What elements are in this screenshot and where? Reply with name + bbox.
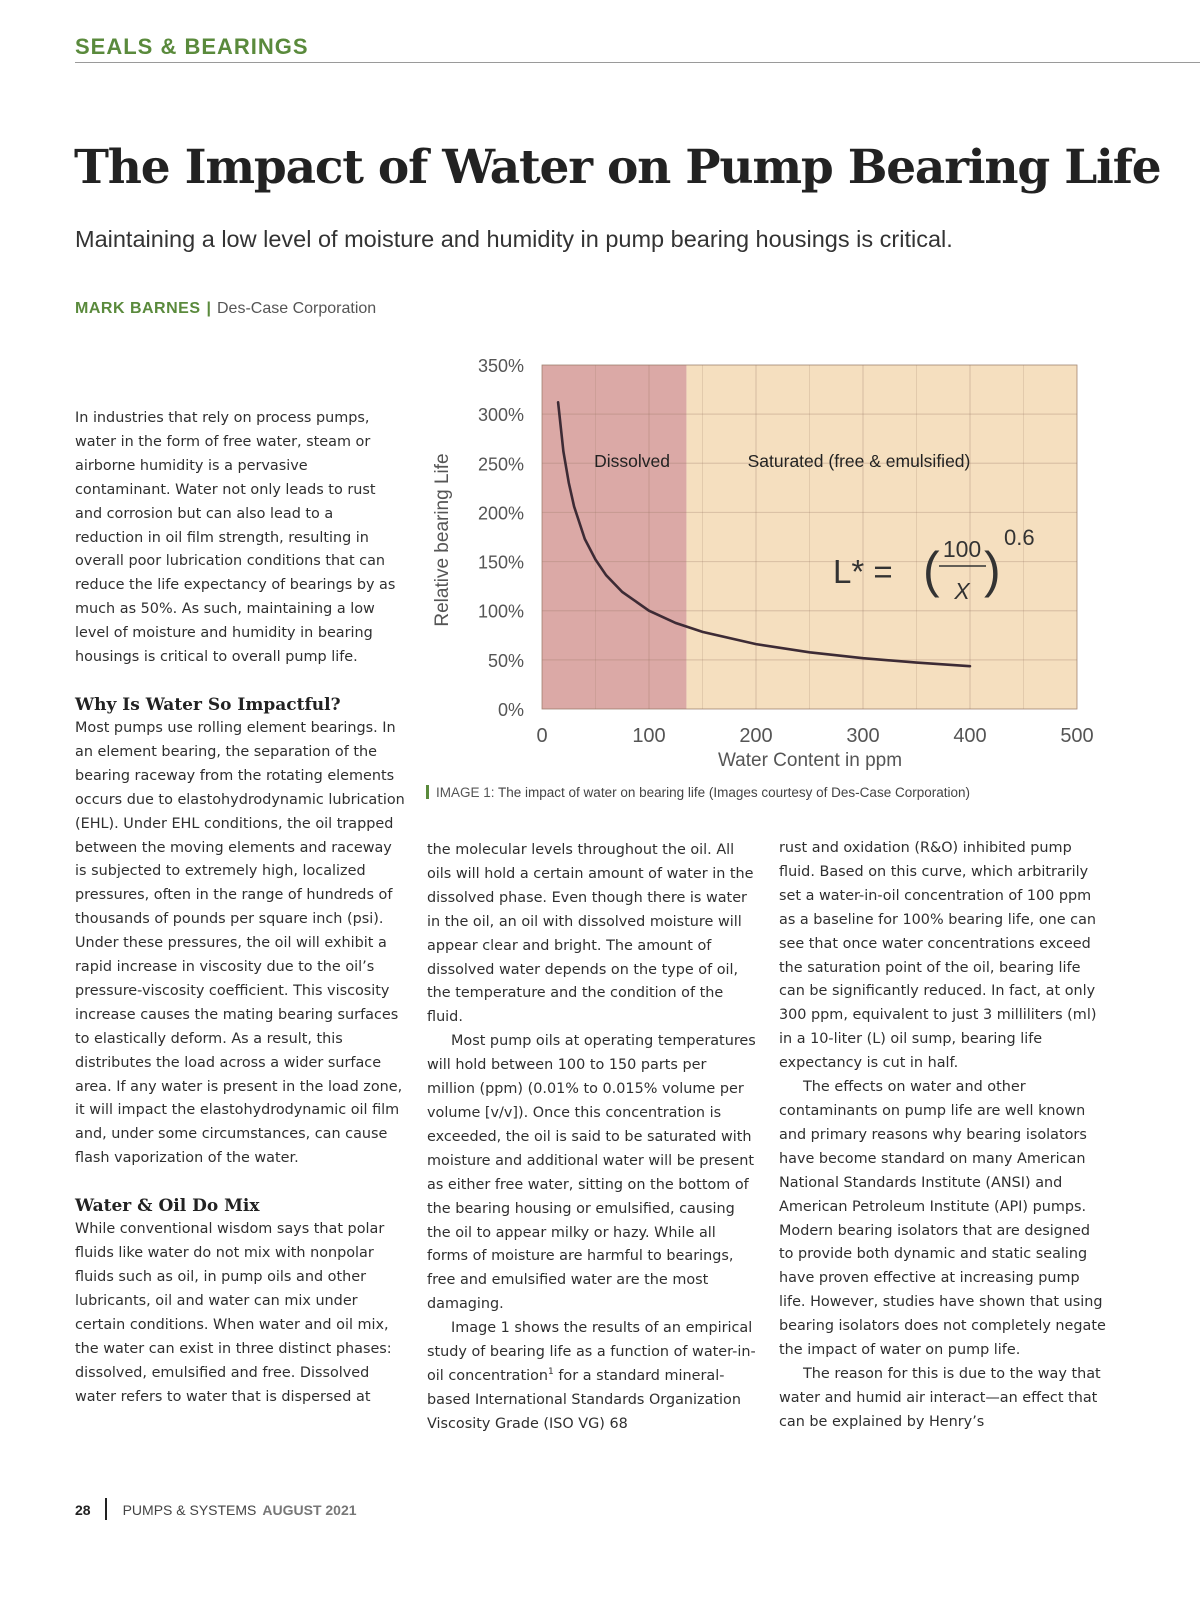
author-organization: Des-Case Corporation xyxy=(216,300,377,317)
page-number: 28 xyxy=(75,1502,91,1518)
byline-separator: | xyxy=(206,300,211,317)
chart-x-axis-label: Water Content in ppm xyxy=(717,750,903,771)
image-ref-text-a: Image 1 shows the results of an empirical study of bearing life as a function of water-in-oil concentration xyxy=(427,1320,756,1384)
chart-x-tick-label: 300 xyxy=(846,725,880,747)
paragraph-curve-baseline: rust and oxidation (R&O) inhibited pump fluid. Based on this curve, which arbitrarily set a water-in-oil concentration of 100 ppm as a baseline for 100% bearing life, one can see that once water concentrations exceed the saturation point of the oil, bearing life can be significantly reduced. In fact, at only 300 ppm, equivalent to just 3 milliliters (ml) in a 10-liter (L) oil sump, bearing life expectancy is cut in half. xyxy=(779,840,1097,1072)
bearing-life-chart xyxy=(420,345,1120,785)
region-label-saturated: Saturated (free & emulsified) xyxy=(747,451,971,471)
caption-text: The impact of water on bearing life (Images courtesy of Des-Case Corporation) xyxy=(494,785,970,800)
paragraph-water-oil: While conventional wisdom says that polar fluids like water do not mix with nonpolar fluids such as oil, in pump oils and other lubricants, oil and water can mix under certain conditions. When water and oil mix, the water can exist in three distinct phases: dissolved, emulsified and free. Dissolved water refers to water that is dispersed at xyxy=(75,1221,392,1405)
paragraph-ehl: Most pumps use rolling element bearings. In an element bearing, the separation of the bearing raceway from the rotating elements occurs due to elastohydrodynamic lubrication (EHL). Under EHL conditions, the oil trapped between the moving elements and raceway is subjected to extremely high, localized pressures, often in the range of hundreds of thousands of pounds per square inch (psi). Under these pressures, the oil will exhibit a rapid increase in viscosity due to the oil’s pressure-viscosity coefficient. This viscosity increase causes the mating bearing surfaces to elastically deform. As a result, this distributes the load across a wider surface area. If any water is present in the load zone, it will impact the elastohydrodynamic oil film and, under some circumstances, can cause flash vaporization of the water. xyxy=(75,719,405,1167)
article-subtitle: Maintaining a low level of moisture and humidity in pump bearing housings is critical. xyxy=(75,226,953,252)
caption-label: IMAGE 1: xyxy=(436,785,495,800)
heading-why-water: Why Is Water So Impactful? xyxy=(75,694,341,715)
chart-x-tick-label: 500 xyxy=(1060,725,1094,747)
body-column-1 xyxy=(75,407,405,1409)
chart-y-ticks xyxy=(478,356,524,720)
heading-water-oil-mix: Water & Oil Do Mix xyxy=(75,1196,260,1217)
formula-close-paren: ) xyxy=(984,542,1001,598)
chart-y-axis-label: Relative bearing Life xyxy=(432,453,453,627)
chart-x-ticks xyxy=(536,725,1093,747)
formula-open-paren: ( xyxy=(923,542,940,598)
chart-x-tick-label: 100 xyxy=(632,725,666,747)
paragraph-dissolved: the molecular levels throughout the oil. All oils will hold a certain amount of water in the dissolved phase. Even though there is water in the oil, an oil with dissolved moisture will appear clear and bright. The amount of dissolved water depends on the type of oil, the temperature and the condition of the fluid. xyxy=(427,842,754,1026)
formula-exponent: 0.6 xyxy=(1004,525,1035,550)
chart-y-tick-label: 300% xyxy=(477,405,524,426)
body-column-3 xyxy=(779,837,1109,1435)
chart-x-tick-label: 200 xyxy=(739,725,773,747)
publication-name: PUMPS & SYSTEMS xyxy=(122,1502,257,1518)
body-column-2 xyxy=(427,839,757,1437)
header-rule xyxy=(75,62,1200,63)
chart-y-tick-label: 50% xyxy=(487,650,524,671)
formula-numerator: 100 xyxy=(942,536,982,562)
article-title: The Impact of Water on Pump Bearing Life xyxy=(74,140,1161,195)
chart-x-tick-label: 400 xyxy=(953,725,987,747)
chart-y-tick-label: 0% xyxy=(497,700,524,720)
chart-y-tick-label: 100% xyxy=(477,601,524,622)
figure-caption xyxy=(426,785,970,800)
paragraph-isolators: The effects on water and other contaminants on pump life are well known and primary reasons why bearing isolators have become standard on many American National Standards Institute (ANSI) and American Petroleum Institute (API) pumps. Modern bearing isolators that are designed to provide both dynamic and static sealing have proven effective at increasing pump life. However, studies have shown that using bearing isolators does not completely negate the impact of water on pump life. xyxy=(779,1079,1106,1359)
caption-marker xyxy=(426,785,429,799)
footer-divider xyxy=(105,1498,107,1520)
issue-date: AUGUST 2021 xyxy=(262,1502,357,1518)
formula-denominator: X xyxy=(954,578,970,604)
chart-y-tick-label: 150% xyxy=(477,552,524,573)
paragraph-saturation: Most pump oils at operating temperatures will hold between 100 to 150 parts per million (ppm) (0.01% to 0.015% volume per volume [v/v]). Once this concentration is exceeded, the oil is said to be saturated with moisture and additional water will be present as either free water, sitting on the bottom of the bearing housing or emulsified, causing the oil to appear milky or hazy. While all forms of moisture are harmful to bearings, free and emulsified water are the most damaging. xyxy=(427,1033,756,1313)
chart-region-0 xyxy=(542,365,686,709)
byline xyxy=(75,300,376,318)
image-ref-text-b: for a standard mineral-based International Standards Organization Viscosity Grade (ISO VG) 68 xyxy=(427,1367,741,1432)
chart-y-tick-label: 200% xyxy=(477,503,524,524)
chart-y-tick-label: 350% xyxy=(477,356,524,376)
chart-y-tick-label: 250% xyxy=(477,454,524,475)
region-label-dissolved: Dissolved xyxy=(594,451,670,471)
section-label: SEALS & BEARINGS xyxy=(75,34,309,59)
paragraph-image-ref xyxy=(427,1317,757,1437)
footnote-ref: 1 xyxy=(548,1367,554,1378)
page-footer xyxy=(75,1498,357,1520)
author-name: MARK BARNES xyxy=(75,300,201,317)
intro-paragraph: In industries that rely on process pumps, water in the form of free water, steam or airborne humidity is a pervasive contaminant. Water not only leads to rust and corrosion but can also lead to a reduction in oil film strength, resulting in overall poor lubrication conditions that can reduce the life expectancy of bearings by as much as 50%. As such, maintaining a low level of moisture and humidity in bearing housings is critical to overall pump life. xyxy=(75,410,396,666)
chart-x-tick-label: 0 xyxy=(536,725,548,747)
formula-lhs: L* = xyxy=(833,553,893,590)
paragraph-henry: The reason for this is due to the way that water and humid air interact—an effect that can be explained by Henry’s xyxy=(779,1365,1101,1430)
